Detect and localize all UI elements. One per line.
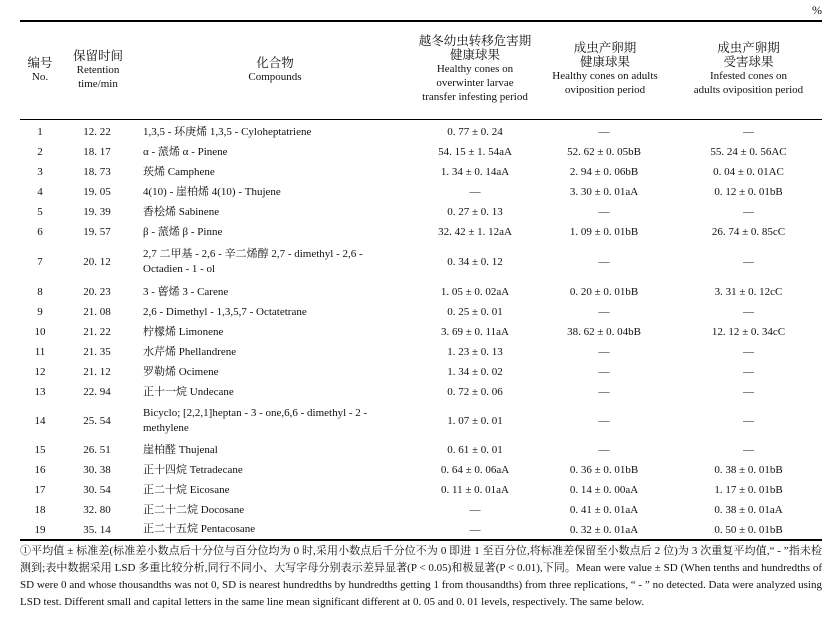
header-retention-time: 保留时间 Retention time/min bbox=[72, 49, 123, 90]
unit-label: % bbox=[812, 3, 822, 17]
table-row bbox=[0, 520, 836, 539]
row-value-col2: 0. 36 ± 0. 01bB bbox=[569, 464, 639, 476]
header-rule bbox=[20, 119, 822, 120]
row-retention-time: 25. 54 bbox=[83, 415, 111, 427]
row-no: 13 bbox=[34, 386, 46, 398]
row-retention-time: 18. 17 bbox=[83, 146, 111, 158]
row-value-col2: — bbox=[598, 444, 610, 456]
row-no: 15 bbox=[34, 444, 46, 456]
table-row bbox=[0, 242, 836, 282]
table-row bbox=[0, 440, 836, 460]
row-value-col2: — bbox=[598, 346, 610, 358]
row-compound: 4(10) - 崖柏烯 4(10) - Thujene bbox=[143, 185, 281, 198]
table-row bbox=[0, 122, 836, 142]
row-retention-time: 32. 80 bbox=[83, 504, 111, 516]
row-value-col2: 2. 94 ± 0. 06bB bbox=[569, 166, 639, 178]
row-value-col3: — bbox=[743, 206, 754, 218]
row-retention-time: 19. 39 bbox=[83, 206, 111, 218]
row-value-col3: — bbox=[743, 126, 754, 138]
row-compound: 罗勒烯 Ocimene bbox=[143, 365, 219, 378]
row-no: 17 bbox=[34, 484, 46, 496]
table-row bbox=[0, 182, 836, 202]
row-retention-time: 21. 22 bbox=[83, 326, 111, 338]
row-value-col1: 0. 72 ± 0. 06 bbox=[447, 386, 503, 398]
row-value-col2: 0. 20 ± 0. 01bB bbox=[569, 286, 639, 298]
table-row bbox=[0, 202, 836, 222]
row-value-col1: 3. 69 ± 0. 11aA bbox=[441, 326, 509, 338]
header-compound: 化合物 Compounds bbox=[248, 56, 302, 83]
row-value-col2: — bbox=[598, 366, 610, 378]
row-retention-time: 12. 22 bbox=[83, 126, 111, 138]
row-value-col1: 0. 77 ± 0. 24 bbox=[447, 126, 503, 138]
row-compound: 正二十五烷 Pentacosane bbox=[143, 523, 256, 535]
row-value-col1: — bbox=[469, 523, 481, 536]
header-no: 编号 No. bbox=[27, 56, 53, 83]
row-retention-time: 21. 12 bbox=[83, 366, 111, 378]
row-retention-time: 26. 51 bbox=[83, 444, 111, 456]
row-no: 14 bbox=[34, 415, 46, 427]
row-value-col3: — bbox=[743, 415, 754, 427]
row-value-col1: 0. 11 ± 0. 01aA bbox=[441, 484, 509, 496]
row-value-col3: 3. 31 ± 0. 12cC bbox=[714, 286, 783, 298]
row-value-col3: 26. 74 ± 0. 85cC bbox=[711, 226, 786, 238]
row-value-col3: 55. 24 ± 0. 56AC bbox=[710, 146, 787, 158]
row-compound: 莰烯 Camphene bbox=[143, 165, 215, 178]
row-value-col3: — bbox=[743, 444, 754, 456]
row-value-col2: — bbox=[598, 386, 610, 398]
row-value-col2: — bbox=[598, 126, 610, 138]
row-compound: 崖柏醛 Thujenal bbox=[143, 443, 218, 456]
row-value-col1: — bbox=[469, 186, 481, 198]
row-value-col1: 54. 15 ± 1. 54aA bbox=[438, 146, 512, 158]
table-row bbox=[0, 142, 836, 162]
row-compound: 正十一烷 Undecane bbox=[143, 385, 234, 398]
row-compound: 正十四烷 Tetradecane bbox=[143, 463, 243, 476]
row-compound: β - 蒎烯 β - Pinne bbox=[143, 225, 223, 238]
row-no: 11 bbox=[34, 346, 46, 358]
row-value-col3: 0. 38 ± 0. 01bB bbox=[714, 464, 783, 476]
row-retention-time: 30. 54 bbox=[83, 484, 111, 496]
row-value-col2: 0. 14 ± 0. 00aA bbox=[569, 484, 639, 496]
row-no: 6 bbox=[37, 226, 43, 238]
footnote: ①平均值 ± 标准差(标准差小数点后十分位与百分位均为 0 时,采用小数点后千分位不为 0 即进 1 至百分位,将标准差保留至小数点后 2 位)为 3 次重复平均值,“ - ”指未检测到;表中数据采用 LSD 多重比较分析,同行不同小、大写字母分别表示差异显著(P < 0.05)和极显著(P < 0.01),下同。Mean were value ± SD (When tenths and hundredths of SD were 0 and whose thousandths was not 0, SD is nearest hundredths by hundredths getting 1 from thousandths) from three replications, “ - ” no detected. Data were analyzed using LSD test. Different small and capital letters in the same line mean significant different at 0. 05 and 0. 01 levels, respectively. The same below. bbox=[20, 545, 822, 608]
row-value-col1: 0. 61 ± 0. 01 bbox=[447, 444, 503, 456]
row-no: 9 bbox=[37, 306, 43, 318]
row-retention-time: 21. 08 bbox=[83, 306, 111, 318]
row-value-col1: — bbox=[469, 504, 481, 516]
row-value-col1: 0. 27 ± 0. 13 bbox=[447, 206, 503, 218]
row-value-col2: — bbox=[598, 206, 610, 218]
row-compound: 3 - 蒈烯 3 - Carene bbox=[143, 285, 229, 298]
row-retention-time: 20. 12 bbox=[83, 256, 111, 268]
row-retention-time: 30. 38 bbox=[83, 464, 111, 476]
table-row bbox=[0, 222, 836, 242]
row-no: 3 bbox=[37, 166, 43, 178]
row-value-col3: — bbox=[743, 366, 754, 378]
row-compound: 1,3,5 - 环庚烯 1,3,5 - Cyloheptatriene bbox=[143, 125, 312, 138]
header-col3: 成虫产卵期 受害球果 Infested cones on adults oviposition period bbox=[693, 41, 804, 96]
row-value-col1: 1. 34 ± 0. 02 bbox=[447, 366, 503, 378]
table-row bbox=[0, 500, 836, 520]
row-no: 19 bbox=[34, 523, 46, 536]
table-row bbox=[0, 342, 836, 362]
row-value-col1: 1. 05 ± 0. 02aA bbox=[440, 286, 510, 298]
top-rule bbox=[20, 20, 822, 22]
row-retention-time: 22. 94 bbox=[83, 386, 111, 398]
row-value-col3: — bbox=[743, 346, 754, 358]
row-value-col2: 38. 62 ± 0. 04bB bbox=[567, 326, 641, 338]
table-row bbox=[0, 162, 836, 182]
row-retention-time: 21. 35 bbox=[83, 346, 111, 358]
row-value-col1: 0. 25 ± 0. 01 bbox=[447, 306, 503, 318]
row-compound: 正二十烷 Eicosane bbox=[143, 483, 230, 496]
row-value-col3: 0. 04 ± 0. 01AC bbox=[713, 166, 784, 178]
row-compound: 2,6 - Dimethyl - 1,3,5,7 - Octatetrane bbox=[143, 305, 307, 318]
row-value-col3: 1. 17 ± 0. 01bB bbox=[714, 484, 783, 496]
row-no: 4 bbox=[37, 186, 43, 198]
row-value-col1: 1. 34 ± 0. 14aA bbox=[440, 166, 510, 178]
row-retention-time: 18. 73 bbox=[83, 166, 111, 178]
row-value-col1: 1. 07 ± 0. 01 bbox=[447, 415, 503, 427]
table-row bbox=[0, 402, 836, 440]
row-no: 8 bbox=[37, 286, 43, 298]
row-retention-time: 19. 57 bbox=[83, 226, 111, 238]
row-value-col3: 0. 50 ± 0. 01bB bbox=[714, 523, 783, 536]
row-compound: 正二十二烷 Docosane bbox=[143, 503, 245, 516]
table-row bbox=[0, 322, 836, 342]
row-value-col2: 52. 62 ± 0. 05bB bbox=[567, 146, 641, 158]
row-value-col1: 0. 34 ± 0. 12 bbox=[447, 256, 503, 268]
row-no: 7 bbox=[37, 256, 43, 268]
row-value-col1: 1. 23 ± 0. 13 bbox=[447, 346, 503, 358]
row-value-col2: — bbox=[598, 306, 610, 318]
row-compound: Bicyclo; [2,2,1]heptan - 3 - one,6,6 - dimethyl - 2 - methylene bbox=[143, 407, 368, 434]
table-row bbox=[0, 460, 836, 480]
row-value-col2: — bbox=[598, 256, 610, 268]
row-value-col2: 0. 41 ± 0. 01aA bbox=[569, 504, 639, 516]
table-row bbox=[0, 480, 836, 500]
row-value-col3: — bbox=[743, 386, 754, 398]
row-value-col3: 0. 38 ± 0. 01aA bbox=[714, 504, 783, 516]
table-row bbox=[0, 382, 836, 402]
row-value-col3: — bbox=[743, 306, 754, 318]
row-compound: 水芹烯 Phellandrene bbox=[143, 345, 237, 358]
table-row bbox=[0, 302, 836, 322]
table-row bbox=[0, 282, 836, 302]
row-no: 5 bbox=[37, 206, 43, 218]
header-col2: 成虫产卵期 健康球果 Healthy cones on adults oviposition period bbox=[552, 41, 658, 96]
row-compound: 柠檬烯 Limonene bbox=[143, 325, 224, 338]
row-value-col2: 1. 09 ± 0. 01bB bbox=[569, 226, 639, 238]
row-value-col3: 0. 12 ± 0. 01bB bbox=[714, 186, 783, 198]
row-retention-time: 20. 23 bbox=[83, 286, 111, 298]
row-compound: α - 蒎烯 α - Pinene bbox=[143, 145, 228, 158]
row-no: 2 bbox=[37, 146, 43, 158]
row-no: 10 bbox=[34, 326, 46, 338]
row-value-col3: — bbox=[743, 256, 754, 268]
row-retention-time: 35. 14 bbox=[83, 523, 111, 536]
row-value-col3: 12. 12 ± 0. 34cC bbox=[711, 326, 786, 338]
row-value-col1: 0. 64 ± 0. 06aA bbox=[440, 464, 510, 476]
row-no: 16 bbox=[34, 464, 46, 476]
row-value-col1: 32. 42 ± 1. 12aA bbox=[438, 226, 512, 238]
row-no: 1 bbox=[37, 126, 43, 138]
row-value-col2: 3. 30 ± 0. 01aA bbox=[569, 186, 639, 198]
table-row bbox=[0, 362, 836, 382]
header-col1: 越冬幼虫转移危害期 健康球果 Healthy cones on overwinter larvae transfer infesting period bbox=[418, 34, 532, 103]
row-value-col2: — bbox=[598, 415, 610, 427]
row-compound: 香桧烯 Sabinene bbox=[143, 205, 220, 218]
row-no: 12 bbox=[34, 366, 46, 378]
row-retention-time: 19. 05 bbox=[83, 186, 111, 198]
row-no: 18 bbox=[34, 504, 46, 516]
bottom-rule bbox=[20, 539, 822, 541]
row-compound: 2,7 二甲基 - 2,6 - 辛二烯醇 2,7 - dimethyl - 2,6 - Octadien - 1 - ol bbox=[143, 248, 363, 275]
row-value-col2: 0. 32 ± 0. 01aA bbox=[569, 523, 639, 536]
